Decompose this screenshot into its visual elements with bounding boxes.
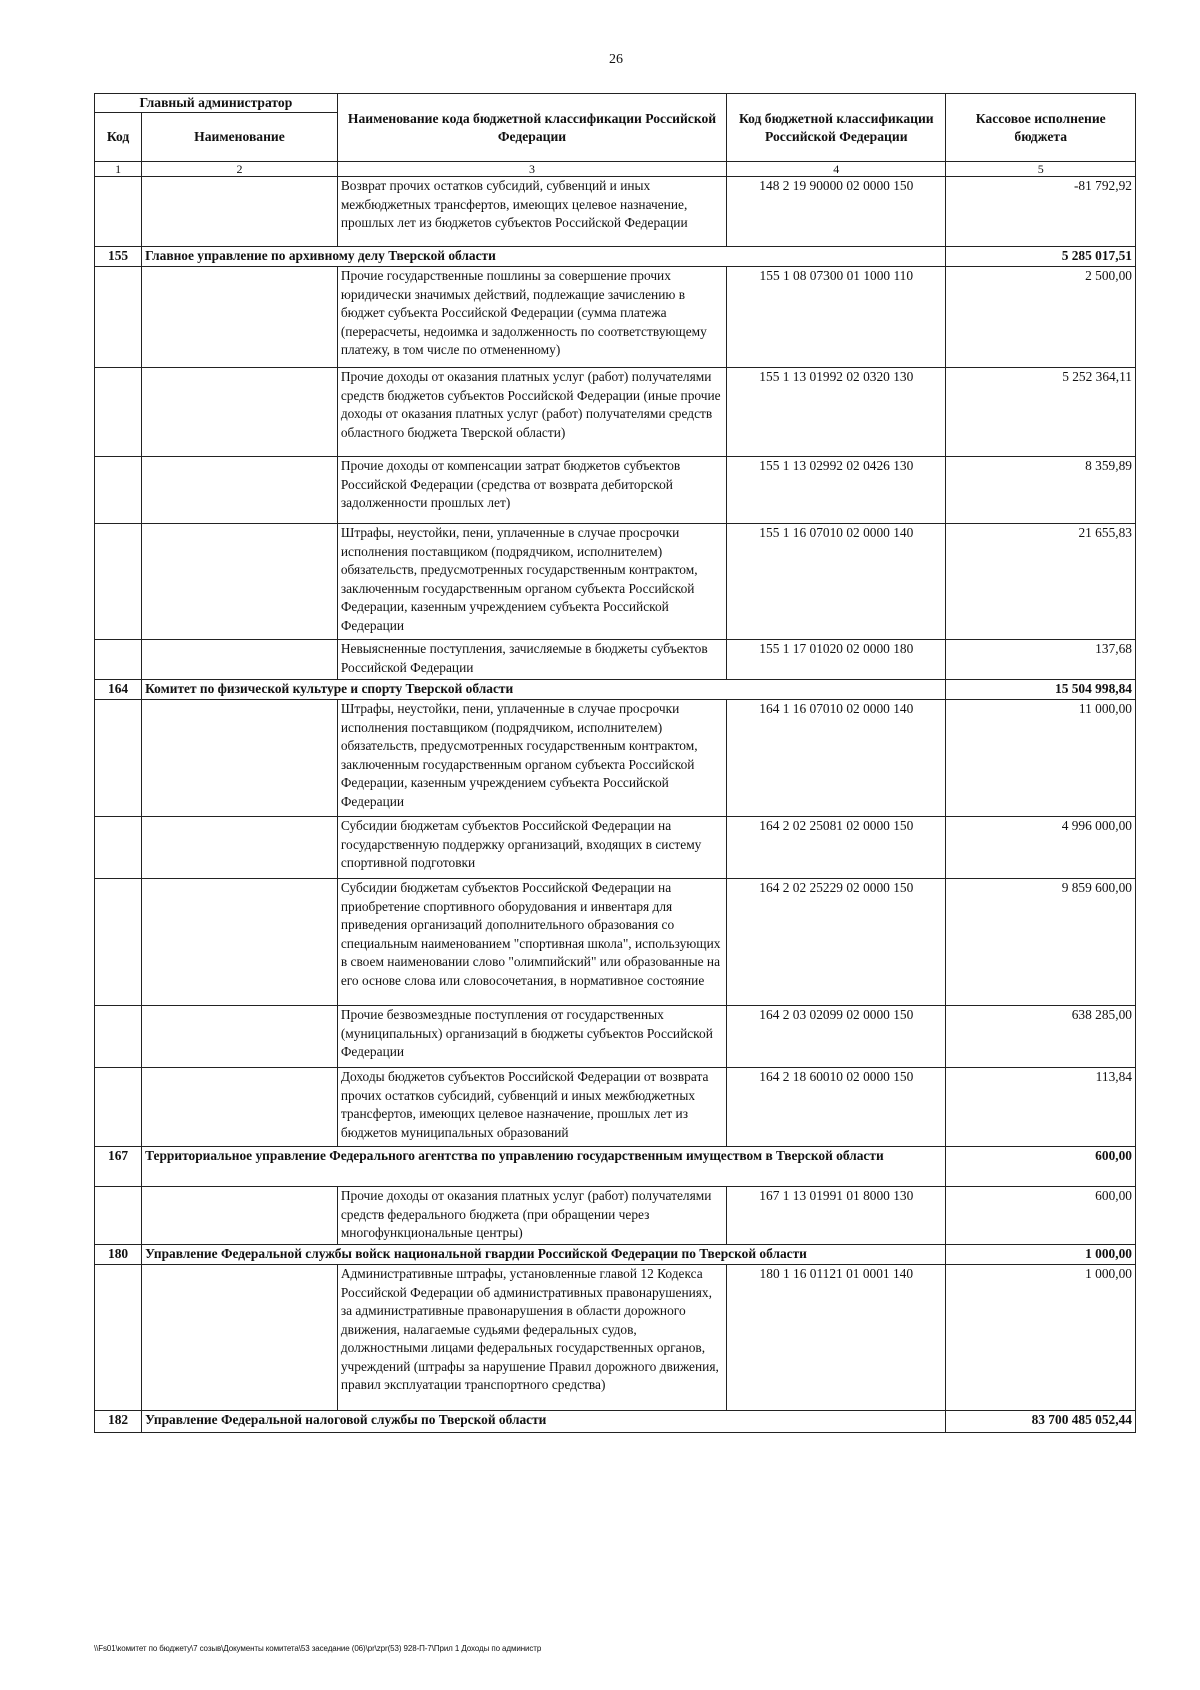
admin-code: 167 bbox=[95, 1147, 142, 1187]
col-number: 1 bbox=[95, 162, 142, 177]
empty-name-cell bbox=[142, 1006, 338, 1068]
kbk-code: 164 2 02 25229 02 0000 150 bbox=[727, 879, 946, 1006]
col-number: 3 bbox=[337, 162, 726, 177]
empty-name-cell bbox=[142, 817, 338, 879]
kbk-name: Невыясненные поступления, зачисляемые в бюджеты субъектов Российской Федерации bbox=[337, 640, 726, 680]
amount: 600,00 bbox=[946, 1147, 1136, 1187]
admin-code: 155 bbox=[95, 247, 142, 267]
empty-code-cell bbox=[95, 1265, 142, 1411]
empty-code-cell bbox=[95, 817, 142, 879]
table-row bbox=[95, 524, 1136, 640]
col-number: 5 bbox=[946, 162, 1136, 177]
empty-name-cell bbox=[142, 177, 338, 247]
empty-code-cell bbox=[95, 1187, 142, 1245]
kbk-code: 164 2 18 60010 02 0000 150 bbox=[727, 1068, 946, 1147]
amount: 5 252 364,11 bbox=[946, 368, 1136, 457]
admin-row bbox=[95, 1147, 1136, 1187]
table-row bbox=[95, 879, 1136, 1006]
header-execution: Кассовое исполнение бюджета bbox=[946, 94, 1136, 162]
kbk-code: 180 1 16 01121 01 0001 140 bbox=[727, 1265, 946, 1411]
amount: 137,68 bbox=[946, 640, 1136, 680]
amount: 4 996 000,00 bbox=[946, 817, 1136, 879]
kbk-name: Штрафы, неустойки, пени, уплаченные в случае просрочки исполнения поставщиком (подрядчиком, исполнителем) обязательств, предусмотренных государственным контрактом, заключенным государственным органом субъекта Российской Федерации, казенным учреждением субъекта Российской Федерации bbox=[337, 524, 726, 640]
amount: 11 000,00 bbox=[946, 700, 1136, 817]
empty-name-cell bbox=[142, 879, 338, 1006]
col-number: 2 bbox=[142, 162, 338, 177]
admin-row bbox=[95, 1411, 1136, 1433]
table-row bbox=[95, 368, 1136, 457]
revenue-table bbox=[94, 93, 1136, 1433]
kbk-name: Возврат прочих остатков субсидий, субвенций и иных межбюджетных трансфертов, имеющих целевое назначение, прошлых лет из бюджетов субъектов Российской Федерации bbox=[337, 177, 726, 247]
empty-name-cell bbox=[142, 457, 338, 524]
empty-code-cell bbox=[95, 879, 142, 1006]
kbk-code: 167 1 13 01991 01 8000 130 bbox=[727, 1187, 946, 1245]
amount: 5 285 017,51 bbox=[946, 247, 1136, 267]
empty-name-cell bbox=[142, 368, 338, 457]
kbk-code: 155 1 13 02992 02 0426 130 bbox=[727, 457, 946, 524]
header-name: Наименование bbox=[142, 113, 338, 162]
admin-code: 182 bbox=[95, 1411, 142, 1433]
kbk-code: 155 1 08 07300 01 1000 110 bbox=[727, 267, 946, 368]
empty-name-cell bbox=[142, 700, 338, 817]
kbk-name: Штрафы, неустойки, пени, уплаченные в случае просрочки исполнения поставщиком (подрядчиком, исполнителем) обязательств, предусмотренных государственным контрактом, заключенным государственным органом субъекта Российской Федерации, казенным учреждением субъекта Российской Федерации bbox=[337, 700, 726, 817]
empty-name-cell bbox=[142, 524, 338, 640]
amount: 113,84 bbox=[946, 1068, 1136, 1147]
kbk-name: Субсидии бюджетам субъектов Российской Федерации на приобретение спортивного оборудования и инвентаря для приведения организаций дополнительного образования со специальным наименованием "спортивная школа", использующих в своем наименовании слово "олимпийский" или образованные на его основе слова или словосочетания, в нормативное состояние bbox=[337, 879, 726, 1006]
amount: 1 000,00 bbox=[946, 1265, 1136, 1411]
table-row bbox=[95, 1006, 1136, 1068]
page-number: 26 bbox=[609, 52, 623, 67]
table-row bbox=[95, 177, 1136, 247]
table-row bbox=[95, 1068, 1136, 1147]
empty-code-cell bbox=[95, 267, 142, 368]
kbk-code: 148 2 19 90000 02 0000 150 bbox=[727, 177, 946, 247]
kbk-name: Доходы бюджетов субъектов Российской Федерации от возврата прочих остатков субсидий, субвенций и иных межбюджетных трансфертов, имеющих целевое назначение, прошлых лет из бюджетов муниципальных образований bbox=[337, 1068, 726, 1147]
amount: 9 859 600,00 bbox=[946, 879, 1136, 1006]
empty-name-cell bbox=[142, 1187, 338, 1245]
amount: 638 285,00 bbox=[946, 1006, 1136, 1068]
empty-code-cell bbox=[95, 457, 142, 524]
admin-name: Главное управление по архивному делу Тверской области bbox=[142, 247, 946, 267]
amount: 8 359,89 bbox=[946, 457, 1136, 524]
admin-row bbox=[95, 1245, 1136, 1265]
empty-code-cell bbox=[95, 524, 142, 640]
table-row bbox=[95, 700, 1136, 817]
admin-code: 164 bbox=[95, 680, 142, 700]
admin-name: Управление Федеральной службы войск национальной гвардии Российской Федерации по Тверской области bbox=[142, 1245, 946, 1265]
kbk-code: 164 2 03 02099 02 0000 150 bbox=[727, 1006, 946, 1068]
header-code: Код bbox=[95, 113, 142, 162]
col-number: 4 bbox=[727, 162, 946, 177]
amount: -81 792,92 bbox=[946, 177, 1136, 247]
amount: 83 700 485 052,44 bbox=[946, 1411, 1136, 1433]
kbk-name: Прочие доходы от компенсации затрат бюджетов субъектов Российской Федерации (средства от возврата дебиторской задолженности прошлых лет) bbox=[337, 457, 726, 524]
kbk-code: 155 1 16 07010 02 0000 140 bbox=[727, 524, 946, 640]
amount: 2 500,00 bbox=[946, 267, 1136, 368]
admin-code: 180 bbox=[95, 1245, 142, 1265]
table-row bbox=[95, 1265, 1136, 1411]
kbk-name: Прочие государственные пошлины за совершение прочих юридически значимых действий, подлежащие зачислению в бюджет субъекта Российской Федерации (сумма платежа (перерасчеты, недоимка и задолженность по соответствующему платежу, в том числе по отмененному) bbox=[337, 267, 726, 368]
empty-code-cell bbox=[95, 177, 142, 247]
header-main-admin: Главный администратор bbox=[95, 94, 338, 113]
header-kbk-name: Наименование кода бюджетной классификации Российской Федерации bbox=[337, 94, 726, 162]
amount: 21 655,83 bbox=[946, 524, 1136, 640]
admin-name: Комитет по физической культуре и спорту Тверской области bbox=[142, 680, 946, 700]
table-body bbox=[95, 177, 1136, 1433]
table-row bbox=[95, 640, 1136, 680]
empty-name-cell bbox=[142, 1068, 338, 1147]
amount: 1 000,00 bbox=[946, 1245, 1136, 1265]
table-row bbox=[95, 817, 1136, 879]
kbk-name: Прочие доходы от оказания платных услуг (работ) получателями средств федерального бюджета (при обращении через многофункциональные центры) bbox=[337, 1187, 726, 1245]
kbk-name: Прочие доходы от оказания платных услуг (работ) получателями средств бюджетов субъектов Российской Федерации (иные прочие доходы от оказания платных услуг (работ) получателями средств областного бюджета Тверской области) bbox=[337, 368, 726, 457]
table-row bbox=[95, 267, 1136, 368]
empty-code-cell bbox=[95, 368, 142, 457]
table-row bbox=[95, 1187, 1136, 1245]
kbk-name: Административные штрафы, установленные главой 12 Кодекса Российской Федерации об административных правонарушениях, за административные правонарушения в области дорожного движения, налагаемые судьями федеральных судов, должностными лицами федеральных государственных органов, учреждений (штрафы за нарушение Правил дорожного движения, правил эксплуатации транспортного средства) bbox=[337, 1265, 726, 1411]
kbk-code: 164 2 02 25081 02 0000 150 bbox=[727, 817, 946, 879]
kbk-code: 155 1 13 01992 02 0320 130 bbox=[727, 368, 946, 457]
kbk-code: 155 1 17 01020 02 0000 180 bbox=[727, 640, 946, 680]
admin-row bbox=[95, 247, 1136, 267]
header-kbk-code: Код бюджетной классификации Российской Федерации bbox=[727, 94, 946, 162]
empty-code-cell bbox=[95, 700, 142, 817]
admin-name: Территориальное управление Федерального агентства по управлению государственным имуществом в Тверской области bbox=[142, 1147, 946, 1187]
amount: 15 504 998,84 bbox=[946, 680, 1136, 700]
table-row bbox=[95, 457, 1136, 524]
empty-code-cell bbox=[95, 1006, 142, 1068]
empty-code-cell bbox=[95, 640, 142, 680]
empty-code-cell bbox=[95, 1068, 142, 1147]
admin-name: Управление Федеральной налоговой службы по Тверской области bbox=[142, 1411, 946, 1433]
empty-name-cell bbox=[142, 1265, 338, 1411]
kbk-name: Прочие безвозмездные поступления от государственных (муниципальных) организаций в бюджеты субъектов Российской Федерации bbox=[337, 1006, 726, 1068]
kbk-code: 164 1 16 07010 02 0000 140 bbox=[727, 700, 946, 817]
empty-name-cell bbox=[142, 640, 338, 680]
amount: 600,00 bbox=[946, 1187, 1136, 1245]
file-path-footer: \\Fs01\комитет по бюджету\7 созыв\Документы комитета\53 заседание (06)\pr\zpr(53) 928-П-7\Прил 1 Доходы по администр bbox=[94, 1644, 542, 1653]
admin-row bbox=[95, 680, 1136, 700]
kbk-name: Субсидии бюджетам субъектов Российской Федерации на государственную поддержку организаций, входящих в систему спортивной подготовки bbox=[337, 817, 726, 879]
empty-name-cell bbox=[142, 267, 338, 368]
